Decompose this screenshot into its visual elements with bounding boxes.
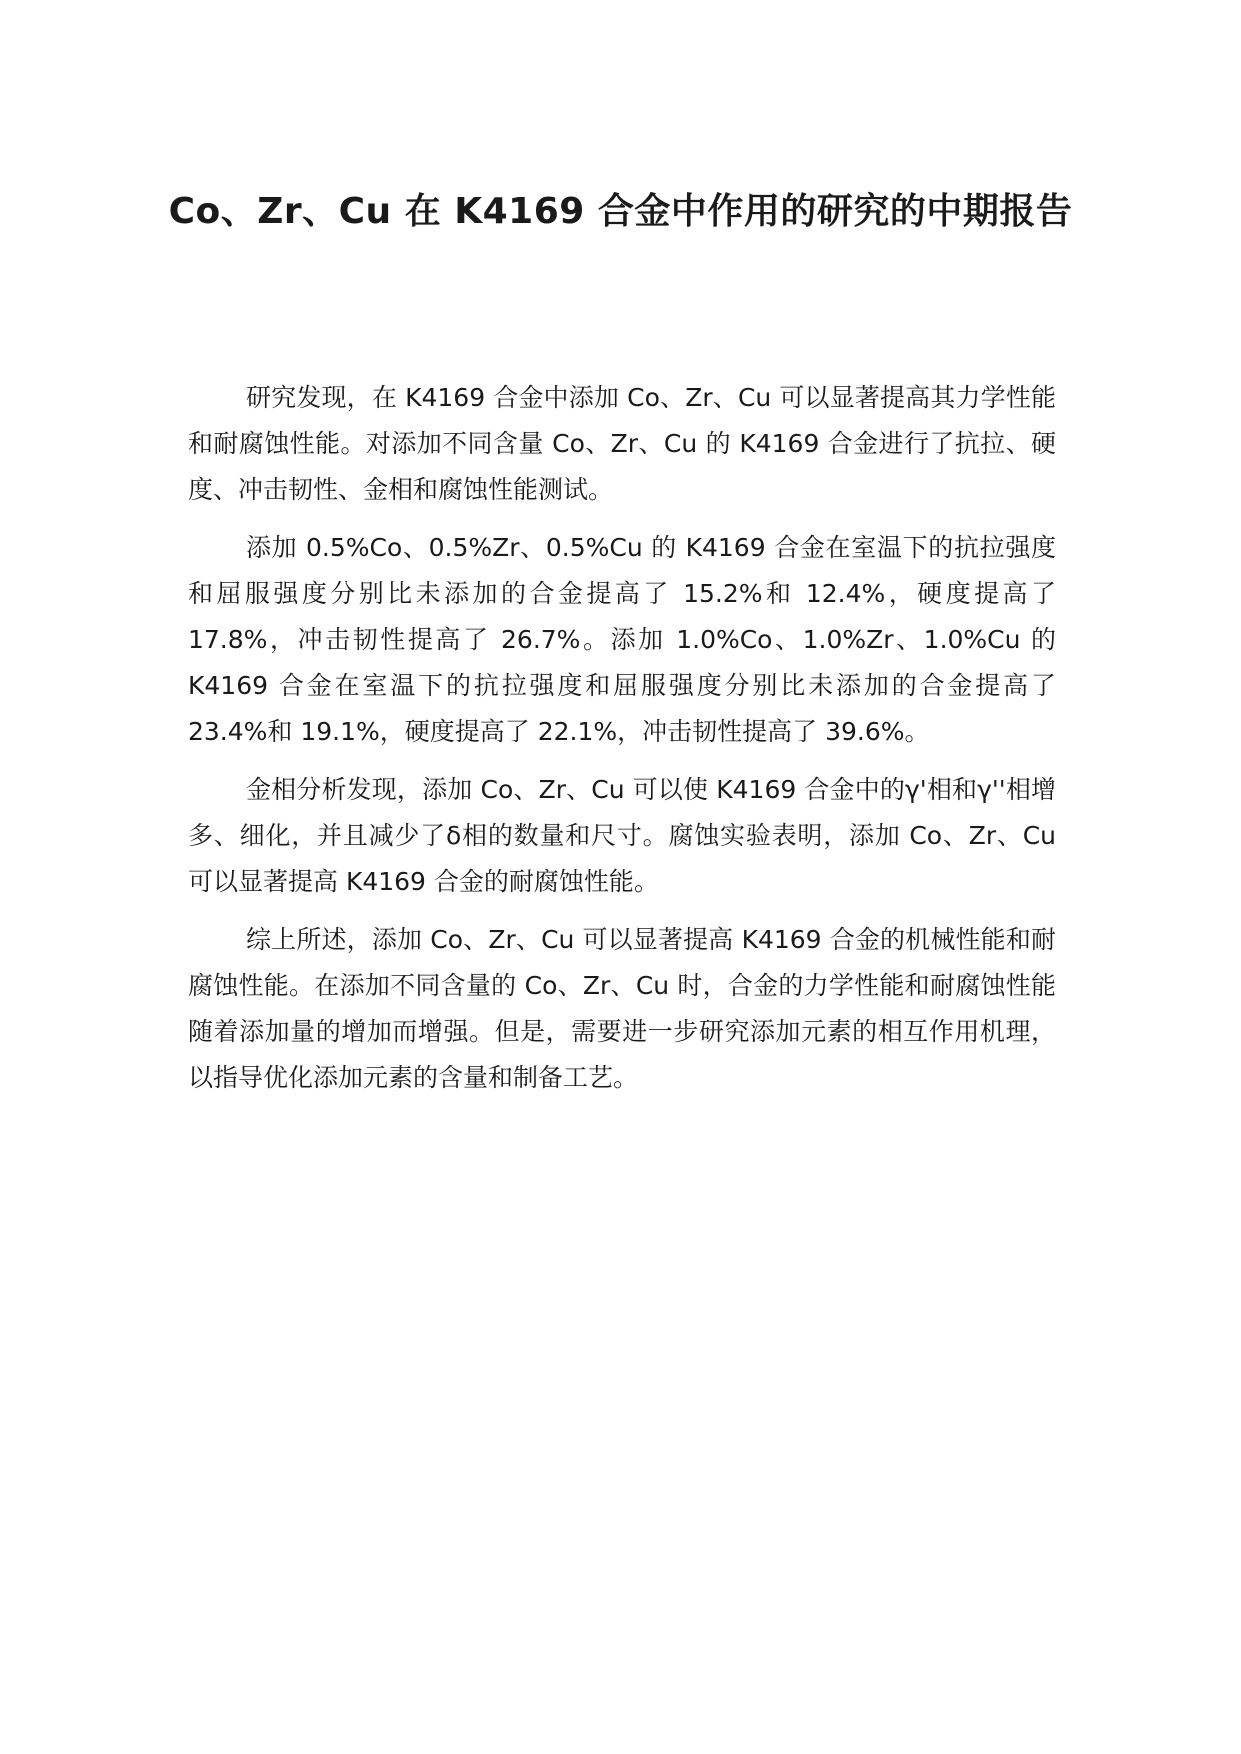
paragraph-findings: 研究发现，在 K4169 合金中添加 Co、Zr、Cu 可以显著提高其力学性能和耐腐蚀性能。对添加不同含量 Co、Zr、Cu 的 K4169 合金进行了抗拉、硬度、冲击韧性、金相和腐蚀性能测试。 <box>188 383 1056 504</box>
document-body <box>188 375 1056 1113</box>
paragraph-mechanical-results: 添加 0.5%Co、0.5%Zr、0.5%Cu 的 K4169 合金在室温下的抗拉强度和屈服强度分别比未添加的合金提高了 15.2%和 12.4%，硬度提高了 17.8%，冲击韧性提高了 26.7%。添加 1.0%Co、1.0%Zr、1.0%Cu 的 K4169 合金在室温下的抗拉强度和屈服强度分别比未添加的合金提高了 23.4%和 19.1%，硬度提高了 22.1%，冲击韧性提高了 39.6%。 <box>188 533 1056 746</box>
paragraph-conclusion: 综上所述，添加 Co、Zr、Cu 可以显著提高 K4169 合金的机械性能和耐腐蚀性能。在添加不同含量的 Co、Zr、Cu 时，合金的力学性能和耐腐蚀性能随着添加量的增加而增强。但是，需要进一步研究添加元素的相互作用机理，以指导优化添加元素的含量和制备工艺。 <box>188 925 1056 1092</box>
document-title: Co、Zr、Cu 在 K4169 合金中作用的研究的中期报告 <box>168 191 1073 232</box>
paragraph-metallography: 金相分析发现，添加 Co、Zr、Cu 可以使 K4169 合金中的γ'相和γ''相增多、细化，并且减少了δ相的数量和尺寸。腐蚀实验表明，添加 Co、Zr、Cu 可以显著提高 K4169 合金的耐腐蚀性能。 <box>188 775 1056 896</box>
